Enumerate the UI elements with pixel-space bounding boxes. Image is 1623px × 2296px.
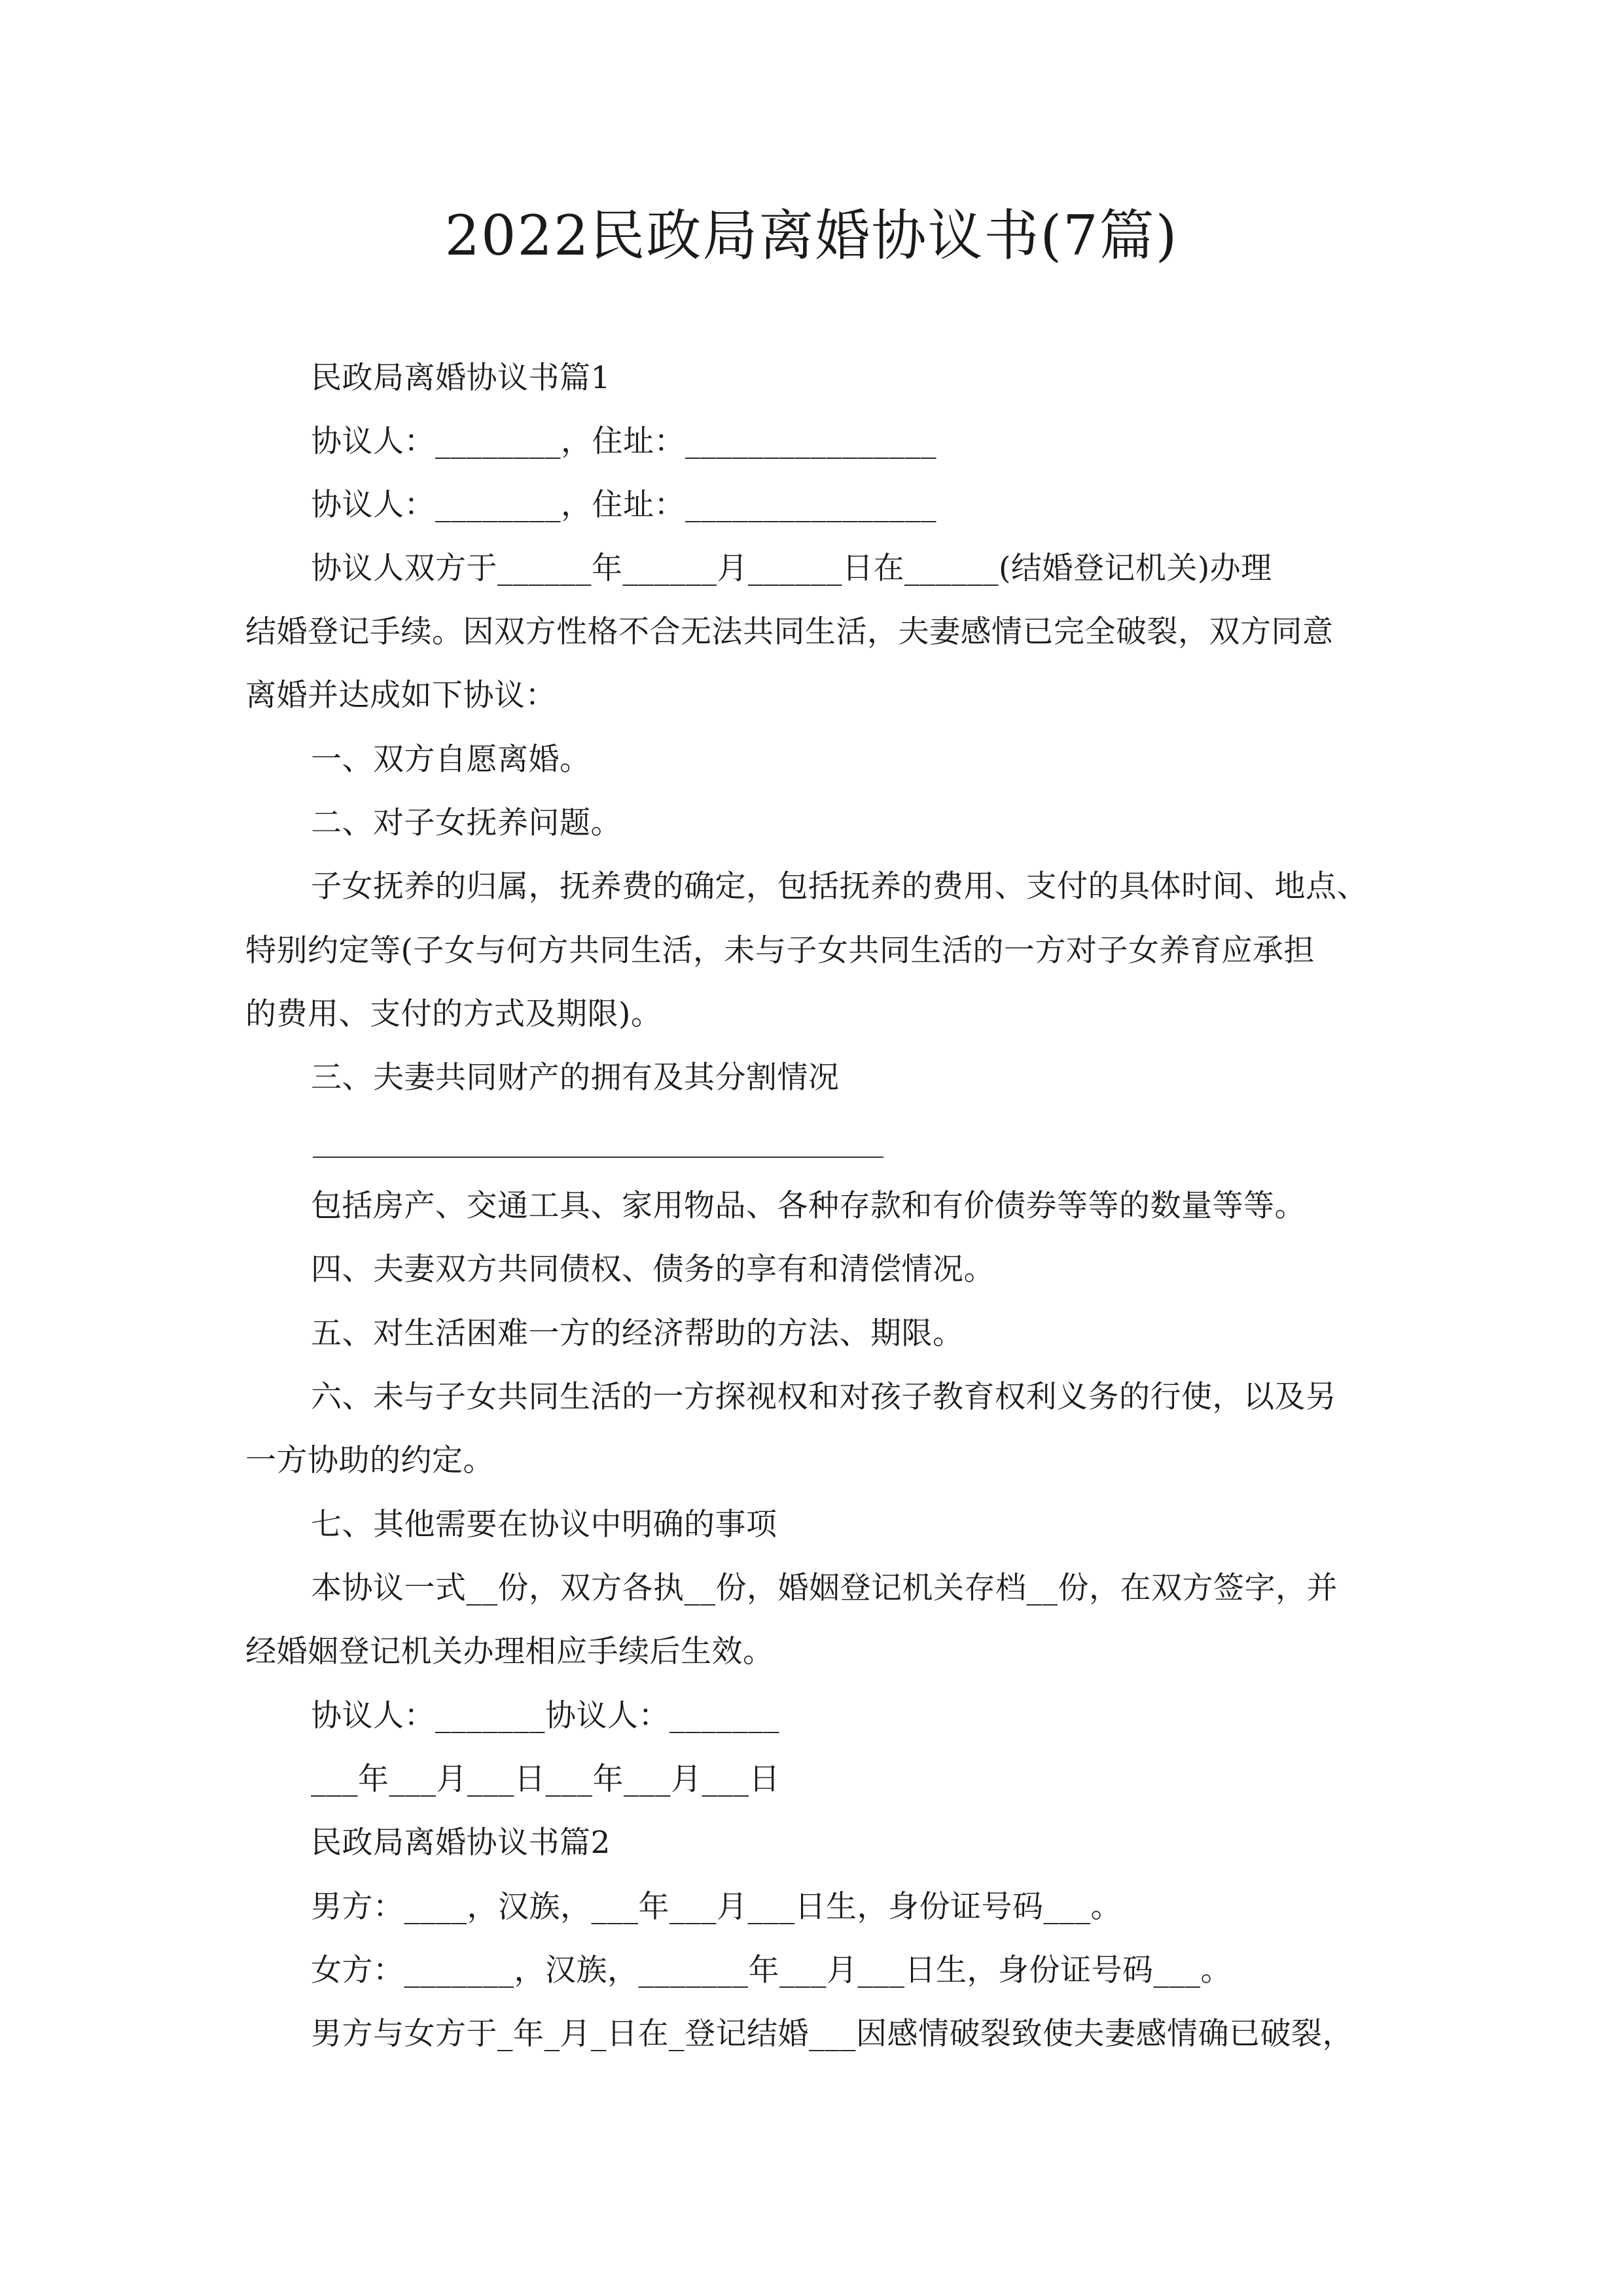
- paragraph-line: 特别约定等(子女与何方共同生活，未与子女共同生活的一方对子女养育应承担: [245, 933, 1315, 969]
- paragraph-line: 离婚并达成如下协议：: [245, 677, 556, 713]
- paragraph-line: 本协议一式__份，双方各执__份，婚姻登记机关存档__份，在双方签字，并: [311, 1570, 1338, 1606]
- section-heading-1: 民政局离婚协议书篇1: [311, 360, 611, 396]
- party-2-line: 协议人：________，住址：________________: [311, 487, 936, 523]
- date-line: ___年___月___日___年___月___日: [311, 1761, 780, 1797]
- paragraph-line: 包括房产、交通工具、家用物品、各种存款和有价债券等等的数量等等。: [311, 1188, 1306, 1224]
- clause-1: 一、双方自愿离婚。: [311, 742, 591, 778]
- signature-line: 协议人：_______协议人：_______: [311, 1698, 779, 1734]
- clause-4: 四、夫妻双方共同债权、债务的享有和清偿情况。: [311, 1251, 995, 1287]
- section-heading-2: 民政局离婚协议书篇2: [311, 1825, 611, 1861]
- clause-3: 三、夫妻共同财产的拥有及其分割情况: [311, 1060, 840, 1096]
- female-party-line: 女方：_______，汉族，_______年___月___日生，身份证号码___。: [311, 1952, 1232, 1988]
- paragraph-line: 一方协助的约定。: [245, 1443, 494, 1479]
- party-1-line: 协议人：________，住址：________________: [311, 423, 936, 459]
- paragraph-line: 结婚登记手续。因双方性格不合无法共同生活，夫妻感情已完全破裂，双方同意: [245, 614, 1334, 650]
- paragraph-line: 的费用、支付的方式及期限)。: [245, 996, 662, 1032]
- clause-5: 五、对生活困难一方的经济帮助的方法、期限。: [311, 1316, 964, 1352]
- clause-6: 六、未与子女共同生活的一方探视权和对孩子教育权利义务的行使，以及另: [311, 1379, 1337, 1415]
- clause-2: 二、对子女抚养问题。: [311, 805, 622, 841]
- document-title: 2022民政局离婚协议书(7篇): [444, 204, 1179, 268]
- paragraph-line: 经婚姻登记机关办理相应手续后生效。: [245, 1634, 774, 1670]
- paragraph-line: 男方与女方于_年_月_日在_登记结婚___因感情破裂致使夫妻感情确已破裂，: [311, 2016, 1353, 2052]
- clause-7: 七、其他需要在协议中明确的事项: [311, 1507, 777, 1543]
- blank-fill-line: [313, 1157, 883, 1158]
- paragraph-line: 子女抚养的归属，抚养费的确定，包括抚养的费用、支付的具体时间、地点、: [311, 869, 1368, 905]
- paragraph-line: 协议人双方于______年______月______日在______(结婚登记机关)办理: [311, 550, 1272, 586]
- male-party-line: 男方：____，汉族，___年___月___日生，身份证号码___。: [311, 1889, 1122, 1925]
